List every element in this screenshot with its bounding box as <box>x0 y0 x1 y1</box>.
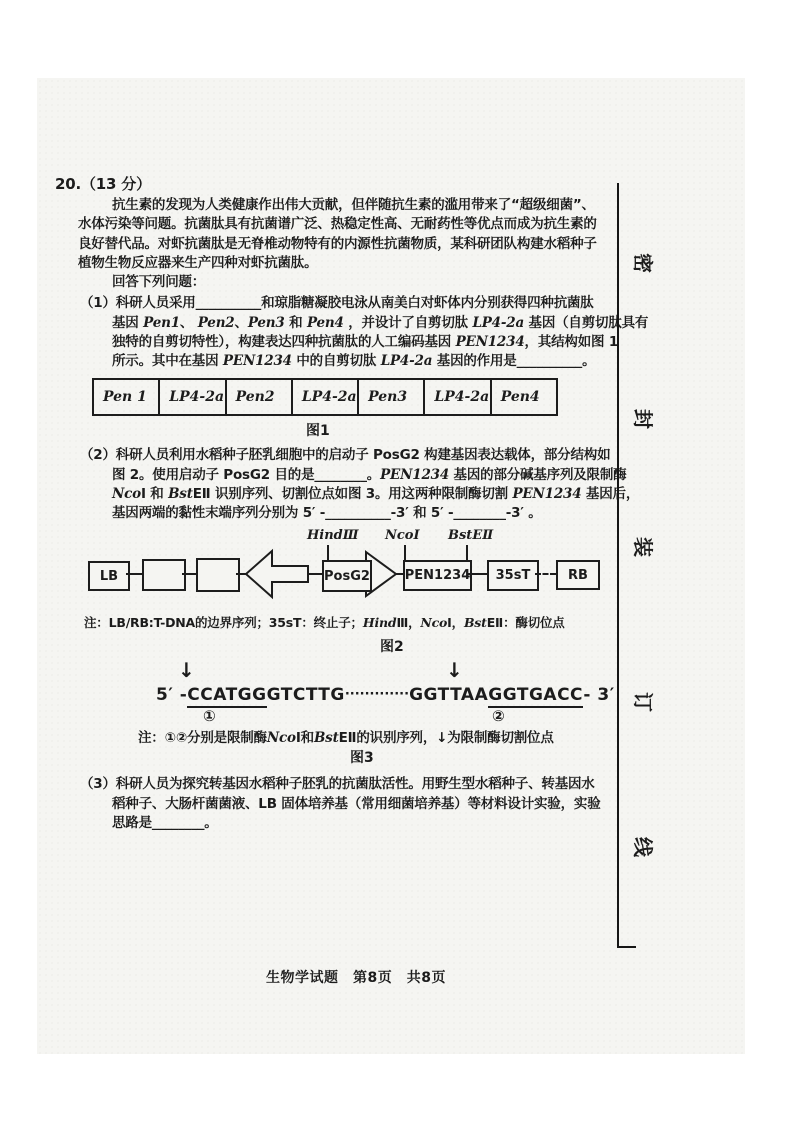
sequence-middle: GTCTTG <box>266 685 345 705</box>
connector-line <box>182 573 196 575</box>
figure1-cell: LP4-2a <box>291 380 357 414</box>
cut-site-arrow: ↓ <box>446 658 463 682</box>
rb-border-box: RB <box>556 560 600 590</box>
intro-line: 水体污染等问题。抗菌肽具有抗菌谱广泛、热稳定性高、无耐药性等优点而成为抗生素的 <box>78 216 597 232</box>
seal-char: 装 <box>631 537 655 557</box>
figure1-gene-structure-table <box>92 378 558 416</box>
pen1234-gene-box: PEN1234 <box>403 560 472 591</box>
empty-gene-box <box>196 558 240 592</box>
q2-line: NcoI 和 BstEⅡ 识别序列、切割位点如图 3。用这两种限制酶切割 PEN1234 基因后， <box>112 486 640 502</box>
enzyme-label-bsteii: BstEⅡ <box>448 528 494 543</box>
posg2-promoter-box: PosG2 <box>322 560 372 592</box>
recognition-site-2-label: ② <box>492 707 505 725</box>
q3-line: 思路是________。 <box>112 815 218 831</box>
enzyme-label-hindiii: HindⅢ <box>307 528 359 543</box>
q2-line: 图 2。使用启动子 PosG2 目的是________。PEN1234 基因的部分碱基序列及限制酶 <box>112 467 627 483</box>
terminator-box: 35sT <box>487 560 539 591</box>
enzyme-label-ncoi: NcoⅠ <box>385 528 420 543</box>
seal-char: 订 <box>631 692 655 712</box>
answer-prompt: 回答下列问题： <box>112 274 206 290</box>
empty-gene-box <box>142 559 186 591</box>
figure1-cell: Pen2 <box>225 380 291 414</box>
connector-line <box>308 573 322 575</box>
seal-binding-line <box>617 183 619 946</box>
figure2-caption: 图2 <box>380 639 404 655</box>
lb-border-box: LB <box>88 561 130 591</box>
intro-line: 抗生素的发现为人类健康作出伟大贡献，但伴随抗生素的滥用带来了“超级细菌”、 <box>112 197 595 213</box>
figure1-cell: LP4-2a <box>423 380 489 414</box>
sequence-3prime: - 3′ <box>583 685 615 705</box>
q1-line: 所示。其中在基因 PEN1234 中的自剪切肽 LP4-2a 基因的作用是__________。 <box>112 353 596 369</box>
q2-line: （2）科研人员利用水稻种子胚乳细胞中的启动子 PosG2 构建基因表达载体，部分结构如 <box>80 447 611 463</box>
question-number: 20.（13 分） <box>55 175 151 193</box>
seal-char: 密 <box>631 253 655 273</box>
bsteii-cut-site-line <box>466 545 468 560</box>
connector-line <box>126 573 142 575</box>
figure3-note: 注：①②分别是限制酶NcoI和BstEⅡ的识别序列，↓为限制酶切割位点 <box>138 730 554 746</box>
sequence-5prime: 5′ - <box>156 685 188 705</box>
sequence-ellipsis: ············· <box>344 687 410 702</box>
cut-site-arrow: ↓ <box>178 658 195 682</box>
recognition-site-1-label: ① <box>203 707 216 725</box>
dashed-connector-line <box>535 573 556 575</box>
connector-line <box>396 573 403 575</box>
figure1-cell: Pen 1 <box>103 389 147 405</box>
q1-line: （1）科研人员采用__________和琼脂糖凝胶电泳从南美白对虾体内分别获得四种抗菌肽 <box>80 295 594 311</box>
dna-sequence <box>156 685 615 705</box>
seal-binding-line-foot <box>617 946 636 948</box>
figure1-caption: 图1 <box>306 423 330 439</box>
sequence-middle: GGTTAA <box>409 685 489 705</box>
ncoi-recognition-seq: CCATGG <box>187 685 266 708</box>
intro-line: 良好替代品。对虾抗菌肽是无脊椎动物特有的内源性抗菌物质，某科研团队构建水稻种子 <box>78 236 597 252</box>
q3-line: （3）科研人员为探究转基因水稻种子胚乳的抗菌肽活性。用野生型水稻种子、转基因水 <box>80 776 595 792</box>
q1-line: 独特的自剪切特性），构建表达四种抗菌肽的人工编码基因 PEN1234，其结构如图 1 <box>112 334 619 350</box>
figure3-caption: 图3 <box>350 750 374 766</box>
intro-line: 植物生物反应器来生产四种对虾抗菌肽。 <box>78 255 318 271</box>
q3-line: 稻种子、大肠杆菌菌液、LB 固体培养基（常用细菌培养基）等材料设计实验，实验 <box>112 796 601 812</box>
page-footer: 生物学试题 第8页 共8页 <box>266 970 446 986</box>
seal-char: 线 <box>631 837 655 857</box>
seal-char: 封 <box>631 409 655 429</box>
q1-line: 基因 Pen1、 Pen2、Pen3 和 Pen4 ，并设计了自剪切肽 LP4-2a 基因（自剪切肽具有 <box>112 315 649 331</box>
figure1-cell: Pen4 <box>490 380 556 414</box>
figure1-cell: LP4-2a <box>158 380 224 414</box>
figure1-cell: Pen3 <box>357 380 423 414</box>
figure2-note: 注：LB/RB:T-DNA的边界序列；35sT：终止子；HindⅢ，NcoⅠ，BstEⅡ：酶切位点 <box>84 615 565 630</box>
bsteii-recognition-seq: GGTGACC <box>488 685 583 708</box>
q2-line: 基因两端的黏性末端序列分别为 5′ -__________-3′ 和 5′ -________-3′ 。 <box>112 505 542 521</box>
connector-line <box>468 573 487 575</box>
